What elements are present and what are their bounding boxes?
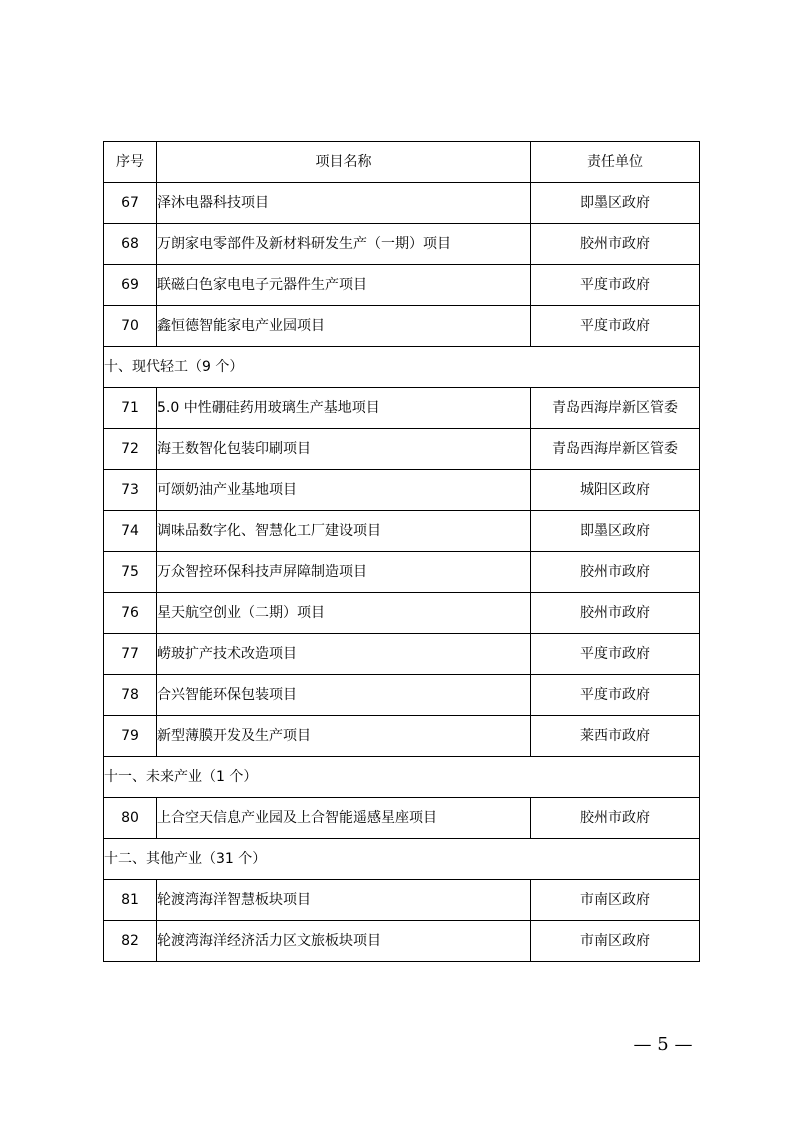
serial-number-cell: 75 — [104, 552, 157, 593]
table-header-row — [104, 142, 700, 183]
table-row — [104, 593, 700, 634]
serial-number-cell: 79 — [104, 716, 157, 757]
project-name-cell: 星天航空创业（二期）项目 — [157, 593, 531, 634]
project-name-cell: 5.0 中性硼硅药用玻璃生产基地项目 — [157, 388, 531, 429]
responsible-unit-cell: 胶州市政府 — [531, 552, 700, 593]
project-name-cell: 调味品数字化、智慧化工厂建设项目 — [157, 511, 531, 552]
category-label: 十二、其他产业（31 个） — [104, 839, 700, 880]
category-label: 十一、未来产业（1 个） — [104, 757, 700, 798]
serial-number-cell: 78 — [104, 675, 157, 716]
serial-number-cell: 81 — [104, 880, 157, 921]
table-body — [104, 183, 700, 962]
project-name-cell: 合兴智能环保包装项目 — [157, 675, 531, 716]
serial-number-cell: 72 — [104, 429, 157, 470]
table-row — [104, 675, 700, 716]
table-row — [104, 511, 700, 552]
responsible-unit-cell: 即墨区政府 — [531, 183, 700, 224]
responsible-unit-cell: 胶州市政府 — [531, 224, 700, 265]
responsible-unit-cell: 青岛西海岸新区管委 — [531, 388, 700, 429]
category-row — [104, 757, 700, 798]
page-number: — 5 — — [633, 1034, 693, 1055]
table-row — [104, 716, 700, 757]
project-table — [103, 141, 700, 962]
serial-number-cell: 68 — [104, 224, 157, 265]
category-row — [104, 839, 700, 880]
responsible-unit-cell: 胶州市政府 — [531, 798, 700, 839]
responsible-unit-cell: 城阳区政府 — [531, 470, 700, 511]
project-name-cell: 鑫恒德智能家电产业园项目 — [157, 306, 531, 347]
table-row — [104, 429, 700, 470]
category-row — [104, 347, 700, 388]
project-name-cell: 万众智控环保科技声屏障制造项目 — [157, 552, 531, 593]
project-name-cell: 海王数智化包装印刷项目 — [157, 429, 531, 470]
project-name-cell: 泽沐电器科技项目 — [157, 183, 531, 224]
project-name-cell: 轮渡湾海洋智慧板块项目 — [157, 880, 531, 921]
table-row — [104, 921, 700, 962]
header-serial-number: 序号 — [104, 142, 157, 183]
serial-number-cell: 69 — [104, 265, 157, 306]
project-name-cell: 联磁白色家电电子元器件生产项目 — [157, 265, 531, 306]
category-label: 十、现代轻工（9 个） — [104, 347, 700, 388]
header-responsible-unit: 责任单位 — [531, 142, 700, 183]
responsible-unit-cell: 市南区政府 — [531, 921, 700, 962]
serial-number-cell: 67 — [104, 183, 157, 224]
project-name-cell: 上合空天信息产业园及上合智能遥感星座项目 — [157, 798, 531, 839]
serial-number-cell: 77 — [104, 634, 157, 675]
responsible-unit-cell: 平度市政府 — [531, 675, 700, 716]
serial-number-cell: 74 — [104, 511, 157, 552]
responsible-unit-cell: 青岛西海岸新区管委 — [531, 429, 700, 470]
project-name-cell: 新型薄膜开发及生产项目 — [157, 716, 531, 757]
project-name-cell: 崂玻扩产技术改造项目 — [157, 634, 531, 675]
header-project-name: 项目名称 — [157, 142, 531, 183]
serial-number-cell: 70 — [104, 306, 157, 347]
table-row — [104, 183, 700, 224]
serial-number-cell: 71 — [104, 388, 157, 429]
serial-number-cell: 73 — [104, 470, 157, 511]
project-name-cell: 轮渡湾海洋经济活力区文旅板块项目 — [157, 921, 531, 962]
responsible-unit-cell: 胶州市政府 — [531, 593, 700, 634]
responsible-unit-cell: 莱西市政府 — [531, 716, 700, 757]
table-row — [104, 470, 700, 511]
table-row — [104, 306, 700, 347]
serial-number-cell: 82 — [104, 921, 157, 962]
project-name-cell: 可颂奶油产业基地项目 — [157, 470, 531, 511]
serial-number-cell: 76 — [104, 593, 157, 634]
table-row — [104, 798, 700, 839]
table-row — [104, 880, 700, 921]
responsible-unit-cell: 平度市政府 — [531, 306, 700, 347]
table-row — [104, 634, 700, 675]
table-row — [104, 388, 700, 429]
responsible-unit-cell: 平度市政府 — [531, 265, 700, 306]
table-row — [104, 552, 700, 593]
responsible-unit-cell: 即墨区政府 — [531, 511, 700, 552]
responsible-unit-cell: 市南区政府 — [531, 880, 700, 921]
project-name-cell: 万朗家电零部件及新材料研发生产（一期）项目 — [157, 224, 531, 265]
table-row — [104, 265, 700, 306]
responsible-unit-cell: 平度市政府 — [531, 634, 700, 675]
serial-number-cell: 80 — [104, 798, 157, 839]
table-row — [104, 224, 700, 265]
